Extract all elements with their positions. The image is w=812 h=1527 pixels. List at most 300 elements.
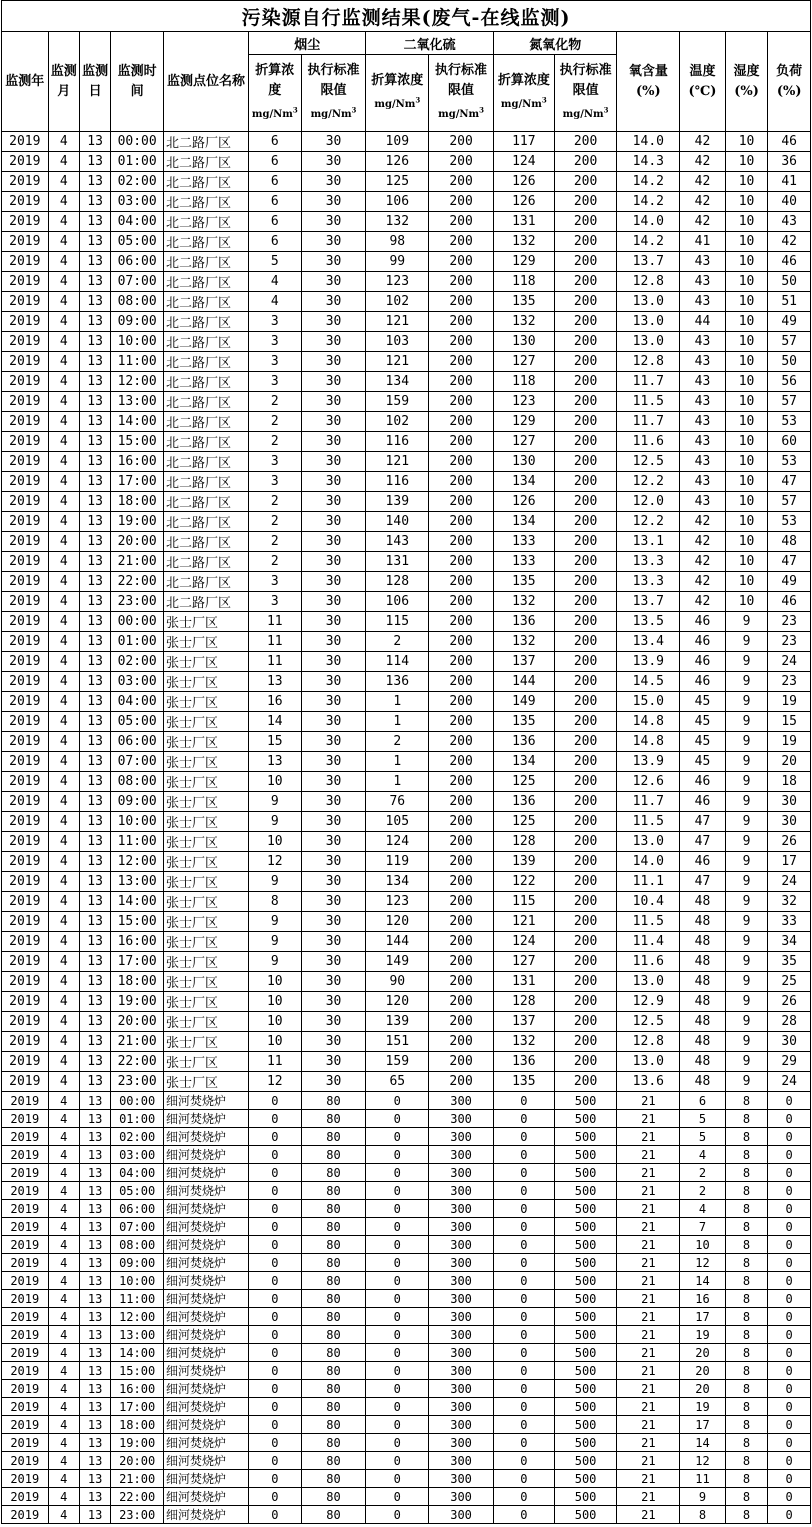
cell-humidity: 8	[725, 1200, 768, 1218]
cell-day: 13	[79, 1398, 110, 1416]
cell-time: 23:00	[111, 1072, 164, 1092]
cell-year: 2019	[2, 1052, 49, 1072]
cell-smoke-limit: 30	[301, 172, 366, 192]
cell-time: 00:00	[111, 612, 164, 632]
header-load: 负荷(%)	[768, 32, 811, 132]
cell-temperature: 14	[680, 1434, 726, 1452]
cell-site: 北二路厂区	[163, 272, 248, 292]
cell-nox-conc: 118	[493, 372, 554, 392]
cell-time: 10:00	[111, 812, 164, 832]
cell-temperature: 46	[680, 652, 726, 672]
cell-time: 05:00	[111, 232, 164, 252]
cell-day: 13	[79, 1362, 110, 1380]
cell-smoke-limit: 80	[301, 1488, 366, 1506]
cell-time: 12:00	[111, 852, 164, 872]
cell-so2-conc: 132	[366, 212, 429, 232]
cell-nox-conc: 126	[493, 172, 554, 192]
cell-time: 08:00	[111, 1236, 164, 1254]
cell-smoke-conc: 2	[248, 392, 301, 412]
cell-day: 13	[79, 792, 110, 812]
cell-so2-conc: 116	[366, 432, 429, 452]
cell-smoke-conc: 4	[248, 272, 301, 292]
cell-humidity: 10	[725, 212, 768, 232]
cell-smoke-limit: 30	[301, 492, 366, 512]
cell-humidity: 10	[725, 312, 768, 332]
cell-nox-conc: 0	[493, 1506, 554, 1524]
cell-time: 02:00	[111, 652, 164, 672]
cell-nox-limit: 200	[554, 332, 617, 352]
table-body-zhangshi	[2, 612, 811, 1092]
cell-temperature: 46	[680, 612, 726, 632]
cell-day: 13	[79, 1110, 110, 1128]
cell-month: 4	[48, 792, 79, 812]
cell-smoke-limit: 30	[301, 532, 366, 552]
cell-month: 4	[48, 1032, 79, 1052]
cell-time: 17:00	[111, 472, 164, 492]
cell-smoke-limit: 80	[301, 1434, 366, 1452]
cell-month: 4	[48, 892, 79, 912]
cell-smoke-conc: 4	[248, 292, 301, 312]
cell-temperature: 11	[680, 1470, 726, 1488]
cell-nox-limit: 500	[554, 1326, 617, 1344]
cell-so2-limit: 200	[429, 492, 494, 512]
cell-day: 13	[79, 732, 110, 752]
cell-humidity: 10	[725, 152, 768, 172]
cell-nox-limit: 200	[554, 1072, 617, 1092]
cell-day: 13	[79, 352, 110, 372]
cell-so2-conc: 65	[366, 1072, 429, 1092]
cell-year: 2019	[2, 1236, 49, 1254]
cell-month: 4	[48, 1488, 79, 1506]
cell-temperature: 42	[680, 212, 726, 232]
table-row	[2, 232, 811, 252]
table-row	[2, 1052, 811, 1072]
cell-so2-limit: 200	[429, 612, 494, 632]
cell-temperature: 46	[680, 772, 726, 792]
cell-oxygen: 13.0	[617, 1052, 680, 1072]
cell-nox-conc: 0	[493, 1236, 554, 1254]
table-row	[2, 752, 811, 772]
cell-day: 13	[79, 212, 110, 232]
cell-so2-limit: 300	[429, 1272, 494, 1290]
cell-year: 2019	[2, 932, 49, 952]
cell-month: 4	[48, 1362, 79, 1380]
cell-day: 13	[79, 512, 110, 532]
cell-smoke-limit: 80	[301, 1128, 366, 1146]
header-day: 监测日	[79, 32, 110, 132]
cell-nox-conc: 134	[493, 472, 554, 492]
cell-day: 13	[79, 1012, 110, 1032]
header-nox: 氮氧化物	[493, 32, 617, 55]
cell-nox-conc: 128	[493, 832, 554, 852]
cell-smoke-conc: 10	[248, 972, 301, 992]
cell-site: 张士厂区	[163, 612, 248, 632]
cell-so2-limit: 200	[429, 772, 494, 792]
cell-so2-limit: 200	[429, 1052, 494, 1072]
cell-so2-conc: 119	[366, 852, 429, 872]
cell-nox-conc: 0	[493, 1218, 554, 1236]
cell-nox-conc: 127	[493, 432, 554, 452]
cell-so2-limit: 200	[429, 252, 494, 272]
cell-so2-limit: 300	[429, 1254, 494, 1272]
cell-temperature: 16	[680, 1290, 726, 1308]
header-time: 监测时间	[111, 32, 164, 132]
cell-so2-conc: 0	[366, 1164, 429, 1182]
table-row	[2, 1488, 811, 1506]
cell-nox-conc: 130	[493, 452, 554, 472]
cell-day: 13	[79, 1308, 110, 1326]
cell-site: 细河焚烧炉	[163, 1326, 248, 1344]
cell-month: 4	[48, 772, 79, 792]
cell-day: 13	[79, 1470, 110, 1488]
cell-smoke-conc: 0	[248, 1326, 301, 1344]
cell-day: 13	[79, 812, 110, 832]
cell-year: 2019	[2, 972, 49, 992]
cell-load: 0	[768, 1308, 811, 1326]
cell-smoke-conc: 6	[248, 172, 301, 192]
cell-temperature: 8	[680, 1506, 726, 1524]
cell-year: 2019	[2, 232, 49, 252]
cell-so2-conc: 131	[366, 552, 429, 572]
cell-month: 4	[48, 952, 79, 972]
cell-so2-limit: 200	[429, 632, 494, 652]
cell-nox-limit: 200	[554, 852, 617, 872]
cell-so2-limit: 200	[429, 452, 494, 472]
cell-year: 2019	[2, 1272, 49, 1290]
cell-time: 13:00	[111, 392, 164, 412]
table-row	[2, 1290, 811, 1308]
cell-nox-conc: 126	[493, 492, 554, 512]
cell-time: 14:00	[111, 1344, 164, 1362]
cell-so2-conc: 2	[366, 732, 429, 752]
cell-so2-conc: 121	[366, 312, 429, 332]
cell-smoke-conc: 0	[248, 1182, 301, 1200]
cell-day: 13	[79, 1380, 110, 1398]
cell-so2-limit: 200	[429, 212, 494, 232]
cell-nox-conc: 139	[493, 852, 554, 872]
cell-temperature: 48	[680, 1072, 726, 1092]
cell-so2-limit: 200	[429, 372, 494, 392]
cell-oxygen: 14.2	[617, 172, 680, 192]
cell-year: 2019	[2, 1164, 49, 1182]
cell-nox-limit: 200	[554, 152, 617, 172]
cell-load: 0	[768, 1362, 811, 1380]
cell-site: 细河焚烧炉	[163, 1272, 248, 1290]
cell-smoke-limit: 30	[301, 212, 366, 232]
cell-day: 13	[79, 892, 110, 912]
cell-time: 11:00	[111, 832, 164, 852]
table-row	[2, 632, 811, 652]
cell-month: 4	[48, 352, 79, 372]
cell-smoke-conc: 14	[248, 712, 301, 732]
cell-site: 细河焚烧炉	[163, 1200, 248, 1218]
cell-so2-conc: 136	[366, 672, 429, 692]
cell-temperature: 45	[680, 712, 726, 732]
cell-oxygen: 13.7	[617, 592, 680, 612]
cell-time: 18:00	[111, 492, 164, 512]
cell-oxygen: 21	[617, 1200, 680, 1218]
cell-site: 张士厂区	[163, 1052, 248, 1072]
cell-nox-conc: 0	[493, 1326, 554, 1344]
cell-time: 21:00	[111, 552, 164, 572]
table-row	[2, 872, 811, 892]
cell-time: 16:00	[111, 1380, 164, 1398]
cell-month: 4	[48, 872, 79, 892]
cell-nox-conc: 136	[493, 732, 554, 752]
cell-load: 23	[768, 672, 811, 692]
cell-site: 北二路厂区	[163, 392, 248, 412]
cell-smoke-conc: 3	[248, 312, 301, 332]
cell-smoke-conc: 9	[248, 792, 301, 812]
cell-time: 22:00	[111, 1052, 164, 1072]
table-row	[2, 372, 811, 392]
cell-smoke-conc: 0	[248, 1434, 301, 1452]
cell-load: 51	[768, 292, 811, 312]
cell-load: 0	[768, 1416, 811, 1434]
cell-year: 2019	[2, 1072, 49, 1092]
cell-time: 16:00	[111, 452, 164, 472]
cell-smoke-limit: 80	[301, 1326, 366, 1344]
cell-day: 13	[79, 912, 110, 932]
cell-so2-conc: 0	[366, 1326, 429, 1344]
cell-nox-conc: 132	[493, 592, 554, 612]
cell-smoke-conc: 6	[248, 212, 301, 232]
cell-day: 13	[79, 1182, 110, 1200]
cell-smoke-conc: 9	[248, 932, 301, 952]
cell-so2-conc: 0	[366, 1452, 429, 1470]
cell-month: 4	[48, 152, 79, 172]
cell-year: 2019	[2, 912, 49, 932]
cell-nox-conc: 124	[493, 932, 554, 952]
cell-so2-conc: 121	[366, 452, 429, 472]
cell-month: 4	[48, 532, 79, 552]
cell-smoke-limit: 30	[301, 132, 366, 152]
cell-load: 0	[768, 1218, 811, 1236]
cell-temperature: 43	[680, 412, 726, 432]
cell-smoke-limit: 30	[301, 372, 366, 392]
cell-so2-limit: 200	[429, 172, 494, 192]
cell-so2-limit: 300	[429, 1398, 494, 1416]
header-so2-limit: 执行标准限值 mg/Nm$^3$	[429, 55, 494, 132]
cell-oxygen: 11.7	[617, 792, 680, 812]
cell-smoke-conc: 0	[248, 1344, 301, 1362]
cell-time: 01:00	[111, 1110, 164, 1128]
cell-smoke-limit: 30	[301, 752, 366, 772]
cell-load: 49	[768, 312, 811, 332]
cell-so2-conc: 134	[366, 372, 429, 392]
cell-site: 北二路厂区	[163, 552, 248, 572]
report-sheet	[1, 0, 811, 1524]
cell-load: 26	[768, 992, 811, 1012]
cell-nox-limit: 200	[554, 672, 617, 692]
cell-temperature: 5	[680, 1128, 726, 1146]
cell-smoke-limit: 30	[301, 712, 366, 732]
cell-so2-conc: 0	[366, 1398, 429, 1416]
cell-nox-conc: 0	[493, 1128, 554, 1146]
cell-humidity: 8	[725, 1164, 768, 1182]
cell-nox-limit: 200	[554, 952, 617, 972]
cell-time: 15:00	[111, 1362, 164, 1380]
cell-smoke-conc: 2	[248, 492, 301, 512]
table-row	[2, 192, 811, 212]
cell-humidity: 9	[725, 612, 768, 632]
cell-temperature: 42	[680, 552, 726, 572]
cell-site: 北二路厂区	[163, 232, 248, 252]
cell-site: 细河焚烧炉	[163, 1434, 248, 1452]
table-row	[2, 852, 811, 872]
cell-month: 4	[48, 372, 79, 392]
cell-nox-conc: 0	[493, 1470, 554, 1488]
cell-so2-limit: 300	[429, 1506, 494, 1524]
cell-so2-limit: 200	[429, 432, 494, 452]
cell-month: 4	[48, 612, 79, 632]
table-row	[2, 1416, 811, 1434]
cell-oxygen: 21	[617, 1254, 680, 1272]
cell-smoke-limit: 30	[301, 332, 366, 352]
cell-humidity: 10	[725, 412, 768, 432]
cell-time: 20:00	[111, 1452, 164, 1470]
cell-so2-conc: 1	[366, 772, 429, 792]
cell-oxygen: 12.2	[617, 512, 680, 532]
cell-humidity: 8	[725, 1308, 768, 1326]
cell-nox-limit: 200	[554, 432, 617, 452]
cell-day: 13	[79, 612, 110, 632]
cell-temperature: 43	[680, 472, 726, 492]
table-row	[2, 812, 811, 832]
table-row	[2, 832, 811, 852]
cell-month: 4	[48, 832, 79, 852]
cell-load: 15	[768, 712, 811, 732]
cell-year: 2019	[2, 512, 49, 532]
cell-humidity: 8	[725, 1254, 768, 1272]
cell-nox-limit: 200	[554, 1012, 617, 1032]
cell-humidity: 9	[725, 632, 768, 652]
cell-load: 19	[768, 692, 811, 712]
cell-so2-limit: 200	[429, 232, 494, 252]
cell-smoke-limit: 30	[301, 232, 366, 252]
cell-smoke-conc: 12	[248, 1072, 301, 1092]
cell-temperature: 12	[680, 1452, 726, 1470]
cell-so2-conc: 125	[366, 172, 429, 192]
cell-nox-conc: 0	[493, 1254, 554, 1272]
cell-day: 13	[79, 172, 110, 192]
cell-year: 2019	[2, 492, 49, 512]
cell-time: 03:00	[111, 192, 164, 212]
cell-oxygen: 14.0	[617, 212, 680, 232]
cell-time: 02:00	[111, 1128, 164, 1146]
cell-smoke-limit: 80	[301, 1344, 366, 1362]
cell-year: 2019	[2, 732, 49, 752]
cell-humidity: 8	[725, 1146, 768, 1164]
cell-oxygen: 12.2	[617, 472, 680, 492]
cell-load: 0	[768, 1506, 811, 1524]
cell-temperature: 43	[680, 452, 726, 472]
cell-oxygen: 13.3	[617, 552, 680, 572]
cell-site: 细河焚烧炉	[163, 1128, 248, 1146]
cell-oxygen: 21	[617, 1308, 680, 1326]
cell-oxygen: 13.9	[617, 752, 680, 772]
cell-time: 19:00	[111, 1434, 164, 1452]
cell-humidity: 10	[725, 352, 768, 372]
cell-smoke-limit: 30	[301, 972, 366, 992]
cell-site: 北二路厂区	[163, 372, 248, 392]
cell-nox-limit: 500	[554, 1218, 617, 1236]
cell-nox-conc: 135	[493, 1072, 554, 1092]
cell-so2-conc: 149	[366, 952, 429, 972]
cell-site: 北二路厂区	[163, 332, 248, 352]
cell-temperature: 9	[680, 1488, 726, 1506]
cell-oxygen: 21	[617, 1380, 680, 1398]
cell-so2-conc: 159	[366, 392, 429, 412]
cell-temperature: 43	[680, 432, 726, 452]
cell-load: 20	[768, 752, 811, 772]
cell-site: 张士厂区	[163, 852, 248, 872]
table-row	[2, 612, 811, 632]
table-row	[2, 392, 811, 412]
cell-smoke-conc: 12	[248, 852, 301, 872]
cell-humidity: 10	[725, 552, 768, 572]
cell-site: 北二路厂区	[163, 452, 248, 472]
cell-temperature: 43	[680, 372, 726, 392]
cell-temperature: 43	[680, 252, 726, 272]
cell-humidity: 10	[725, 132, 768, 152]
cell-load: 23	[768, 632, 811, 652]
cell-site: 细河焚烧炉	[163, 1380, 248, 1398]
cell-day: 13	[79, 712, 110, 732]
cell-site: 北二路厂区	[163, 472, 248, 492]
cell-smoke-conc: 0	[248, 1380, 301, 1398]
cell-smoke-conc: 0	[248, 1362, 301, 1380]
cell-site: 张士厂区	[163, 732, 248, 752]
cell-year: 2019	[2, 572, 49, 592]
cell-oxygen: 13.5	[617, 612, 680, 632]
cell-time: 14:00	[111, 412, 164, 432]
cell-temperature: 42	[680, 172, 726, 192]
cell-temperature: 41	[680, 232, 726, 252]
cell-smoke-limit: 80	[301, 1470, 366, 1488]
cell-time: 15:00	[111, 912, 164, 932]
table-row	[2, 712, 811, 732]
cell-year: 2019	[2, 1254, 49, 1272]
cell-site: 细河焚烧炉	[163, 1470, 248, 1488]
cell-smoke-conc: 10	[248, 832, 301, 852]
cell-time: 09:00	[111, 312, 164, 332]
cell-time: 03:00	[111, 672, 164, 692]
cell-load: 25	[768, 972, 811, 992]
cell-year: 2019	[2, 712, 49, 732]
cell-nox-limit: 200	[554, 872, 617, 892]
cell-so2-limit: 300	[429, 1308, 494, 1326]
cell-nox-limit: 200	[554, 712, 617, 732]
cell-time: 11:00	[111, 352, 164, 372]
cell-so2-limit: 300	[429, 1218, 494, 1236]
cell-site: 北二路厂区	[163, 352, 248, 372]
cell-oxygen: 11.5	[617, 812, 680, 832]
cell-nox-conc: 134	[493, 512, 554, 532]
cell-load: 47	[768, 472, 811, 492]
cell-nox-limit: 200	[554, 412, 617, 432]
cell-so2-limit: 200	[429, 472, 494, 492]
cell-temperature: 45	[680, 692, 726, 712]
cell-year: 2019	[2, 1110, 49, 1128]
cell-nox-limit: 200	[554, 492, 617, 512]
cell-smoke-limit: 30	[301, 352, 366, 372]
cell-humidity: 10	[725, 592, 768, 612]
cell-month: 4	[48, 912, 79, 932]
cell-site: 细河焚烧炉	[163, 1290, 248, 1308]
cell-site: 张士厂区	[163, 712, 248, 732]
cell-humidity: 8	[725, 1362, 768, 1380]
